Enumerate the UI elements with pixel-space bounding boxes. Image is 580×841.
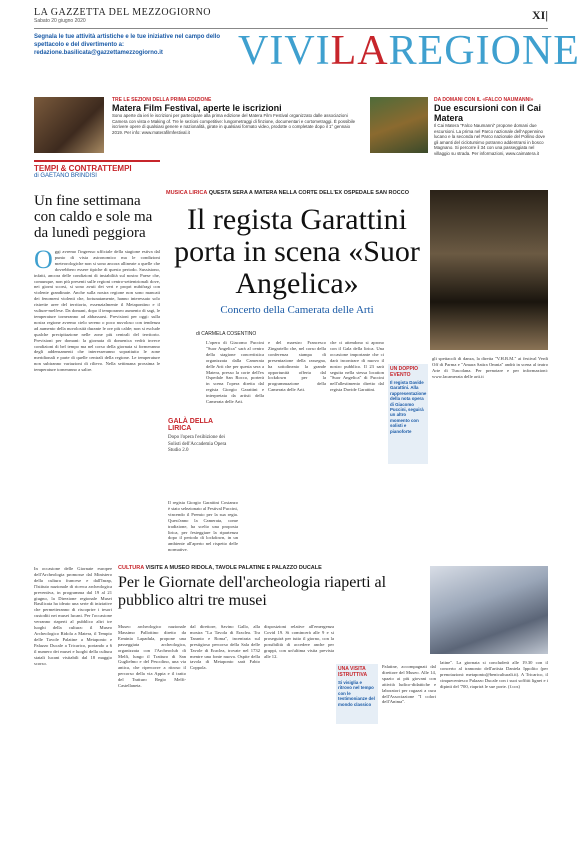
- cai-content: [434, 97, 548, 157]
- section-title-part3: REGIONE: [388, 28, 580, 74]
- section-title-part1: VIVI: [238, 28, 331, 74]
- bottom-col-5: Palatine, accompagnati dal direttore del Museo. Alle 14, spazio ai più giovani con attività ludico-didattiche e laboratori per ragazzi a cura dell'Associazione "I colori dell'Anima".: [382, 664, 436, 705]
- main-col-4: che ci attendono si aprono con il Gala della lirica. Una occasione importante che ci darà incontrare di nuovo il nostro pubblico. Il 23 sarà seguita nella stessa location "Suor Angelica" di Puccini nell'allestimento diretto dal regista Davide Garattini.: [330, 340, 384, 393]
- museum-photo: [430, 566, 548, 654]
- main-col-2: Il regista Giorgio Garattini Costanzo è stato selezionato al Festival Puccini, vincendo il Premio per la sua regia. Quest'anno la Camerata, come tradizione, ha scelto una proposta lirica, per festeggiare la ripartenza dopo il periodo di lockdown, in un ambiente all'aperto nel rispetto delle normative.: [168, 500, 238, 553]
- promo-note: Segnala le tue attività artistiche e le tue iniziative nel campo dello spettacolo e del divertimento a: redazione.basilicata@gazzettamezzogiorno.it: [34, 34, 221, 56]
- film-festival-content: [112, 97, 362, 135]
- main-subhead: Concerto della Camerata delle Arti: [220, 304, 374, 316]
- film-festival-text: Sono aperte da ieri le iscrizioni per partecipare alla prima edizione del Matera Film Festival organizzato dalle associazioni Camera con vista e Making of. Tre le sezioni competitive: lungometraggi di finzione, documentari e cortometraggi. È possibile iscrivere opere di qualsiasi genere e nazionalità, girate in qualsiasi formato video, prodotte o completate dopo il 1° gennaio 2019. Per info: www.materafilmfestival.it: [112, 113, 356, 135]
- visit-box: [336, 664, 378, 724]
- visit-kicker: UNA VISITA ISTRUTTIVA: [338, 666, 368, 678]
- main-kicker: [166, 190, 409, 196]
- masthead: [34, 6, 548, 29]
- dropcap: O: [34, 245, 53, 274]
- main-col-5: gli spettacoli di danza, la diretta "V.H.B.M." ai festival Verdi Off di Parma e "Amara Satira Omnia" andrà in scena al teatro Arte di Tuscolana. Per prenotare e per informazioni: www.lacamerata delle arti.it: [432, 356, 548, 379]
- main-kicker-text: QUESTA SERA A MATERA NELLA CORTE DELL'EX OSPEDALE SAN ROCCO: [208, 190, 410, 196]
- main-photo: [430, 190, 548, 350]
- bottom-kicker: [118, 565, 322, 571]
- section-title-part2: LA: [330, 28, 389, 74]
- caption-box: [388, 364, 428, 464]
- page-number: XI|: [532, 8, 548, 22]
- bottom-col-3: dal direttore, Savino Gallo, alla mostra "La Tavola di Eraclea. Tra Taranto e Roma", incentrata sul prestigioso percorso della Sala delle Tavole di Eraclea, trovate nel 1732 mentre una fonte nuova. Ospite della tavola di Metaponto sarà Fabio Coppola.: [190, 624, 260, 671]
- column-rubric: TEMPI & CONTRATTEMPI: [34, 160, 160, 173]
- bottom-kicker-text: VISITE A MUSEO RIDOLA, TAVOLE PALATINE E PALAZZO DUCALE: [145, 565, 322, 571]
- news-box-film-festival: [34, 97, 364, 155]
- bottom-col-1: In occasione delle Giornate europee dell'Archeologia promosse dal Ministero della cultura francese e dall'Inrap, l'Istituto nazionale di ricerca archeologica preventiva, in programma dal 19 al 21 giugno, la Direzione regionale Musei Basilicata ha ideato una serie di iniziative che permetteranno di riscoprire i tesori custoditi nei musei lucani. Per l'occasione verranno riaperti al pubblico altri tre luoghi della cultura: il Museo Archeologico Ridola a Matera, il Tempio delle Tavole Palatine a Metaponto e Palazzo Ducale a Tricarico, portando a 6 il numero dei musei e luoghi della cultura statali lucani visitabili dal 18 maggio scorso.: [34, 566, 112, 666]
- issue-date: Sabato 20 giugno 2020: [34, 18, 86, 24]
- cai-photo: [370, 97, 428, 153]
- visit-text: Si visiglia e ritrovo nel tempo con le testimonianze del mondo classico: [338, 680, 375, 707]
- column-headline: Un fine settimana con caldo e sole ma da lunedì peggiora: [34, 193, 153, 241]
- film-festival-kicker: TRE LE SEZIONI DELLA PRIMA EDIZIONE: [112, 97, 212, 103]
- gala-text: Dopo l'opera l'esibizione dei Solisti dell'Accademia Opera Studio 2.0: [168, 435, 227, 454]
- column-body: [34, 245, 160, 373]
- bottom-col-6: latine". La giornata si concluderà alle 19.30 con il concerto al tramonto dell'artista Daniela Ippolito (per prenotazioni: metaponto@beniculturali.it). A Tricarico, il cinquecentesco Palazzo Ducale con i suoi soffitti lignei e i dipinti del '700, riaprirà le sue porte. (f.cos): [440, 660, 548, 689]
- main-col-3: e del maestro Francesco Zingariello che, nel corso della conferenza stampa di presentazione della rassegna, ha sottolineato la grande opportunità offerta dal lockdown per la programmazione della Camerata delle Arti.: [268, 340, 326, 393]
- main-headline: Il regista Garattini porta in scena «Suor Angelica»: [174, 203, 420, 300]
- cai-kicker: DA DOMANI CON IL «FALCO NAUMANNI»: [434, 97, 534, 103]
- newspaper-name: LA GAZZETTA DEL MEZZOGIORNO: [34, 7, 212, 18]
- cai-text: Il Cai Matera "Falco Naumanni" propone domani due escursioni. La prima nel Parco nazionale dell'Appennino lucano e la seconda nel Parco nazionale del Pollino dove gli amanti del ciclotursimo potranno addentrarsi in bosco Magnano. Si percorre il 34 con una passeggiata nel villaggio su strada. Per informazioni, www.caimatera.it: [434, 123, 546, 156]
- news-box-cai: [370, 97, 548, 155]
- section-title: [238, 28, 580, 74]
- bottom-headline: Per le Giornate dell'archeologia riaperti al pubblico altri tre musei: [118, 574, 387, 609]
- film-festival-title: Matera Film Festival, aperte le iscrizioni: [112, 103, 282, 113]
- caption-kicker: UN DOPPIO EVENTO: [390, 366, 419, 378]
- weather-column: [34, 160, 160, 373]
- bottom-col-4: disposizioni relative all'emergenza Covid 19. Si comincerà alle 9 e si proseguirà per tutto il giorno, con la possibilità di accedere anche per gruppi, con un'ultima visita prevista alle 12.: [264, 624, 334, 659]
- gala-sidebar: [168, 418, 238, 490]
- main-kicker-tag: MUSICA LIRICA: [166, 190, 208, 196]
- gala-title: GALÀ DELLA LIRICA: [168, 418, 213, 432]
- cai-title: Due escursioni con il Cai Matera: [434, 103, 542, 123]
- bottom-col-2: Museo archeologico nazionale Massimo Pallottino diretto da Erminia Lapadula, propone una passeggiata archeologica, organizzata con l'Archeoclub di Melfi, lungo il Tratturo di San Guglielmo e del Pescolino, una via antica, che ripercorre a ritroso il percorso della via Appia e il tratto del Tratturo Regio Melfi-Castellaneta.: [118, 624, 186, 689]
- bottom-kicker-tag: CULTURA: [118, 565, 144, 571]
- main-col-1: L'opera di Giacomo Puccini "Suor Angelica" sarà al centro della stagione concertistica organizzata dalla Camerata delle Arti che per questa sera a Matera, presso la corte dell'ex Ospedale San Rocco, porterà in scena l'opera diretta dal regista Giorgio Garattini e interpretata da artisti della Camerata delle Arti.: [206, 340, 264, 405]
- caption-text: Il regista Davide Garattini. Alla rappresentazione della nota opera di Giacomo Puccini, seguirà un altro momento con solisti e pianoforte: [390, 380, 427, 434]
- film-festival-photo: [34, 97, 104, 153]
- column-byline: di GAETANO BRINDISI: [34, 173, 97, 179]
- column-body-text: ggi avremo l'ingresso ufficiale della stagione estiva dal punto di vista astronomico ma le condizioni meteorologiche non si sono ancora allineate a quelle che dovrebbero essere tipiche di questo periodo. Sussistono, infatti, ancora delle condizioni di instabilità sul nostro Paese che, comunque, non più presenti sulle regioni centro-settentrionali dove, nei giorni scorsi, si sono avuti dei veri e propri nubifragi con violente grandinate. Anche sulla nostra regione non sono mancati dei fenomeni violenti che, fortunatamente, hanno interessato solo ristrette aree del territorio, essenzialmente il Metapontino e il vulture-melfese. Da domani, dopo il temporaneo aumento di sagi, le temperature torneranno ad abbassarsi. Previsioni per oggi: sulla nostra regione avremo cielo sereno o poco nuvoloso con tendenza ad aumento della nuvolosità durante le ore più calde; non si esclude qualche precipitazione nelle zone più centrali del territorio. Previsioni per domani: la giornata di domenica vedrà invece condizioni di bel tempo ma nel corso della giornata si formeranno degli addensamenti che interesseranno soprattutto le zone meridionali e parte di quelle centrali della regione. Le temperature non subiranno variazioni di rilievo. Nella settimana prossima le temperature torneranno a salire.: [34, 249, 160, 373]
- main-byline: di CARMELA COSENTINO: [196, 331, 257, 337]
